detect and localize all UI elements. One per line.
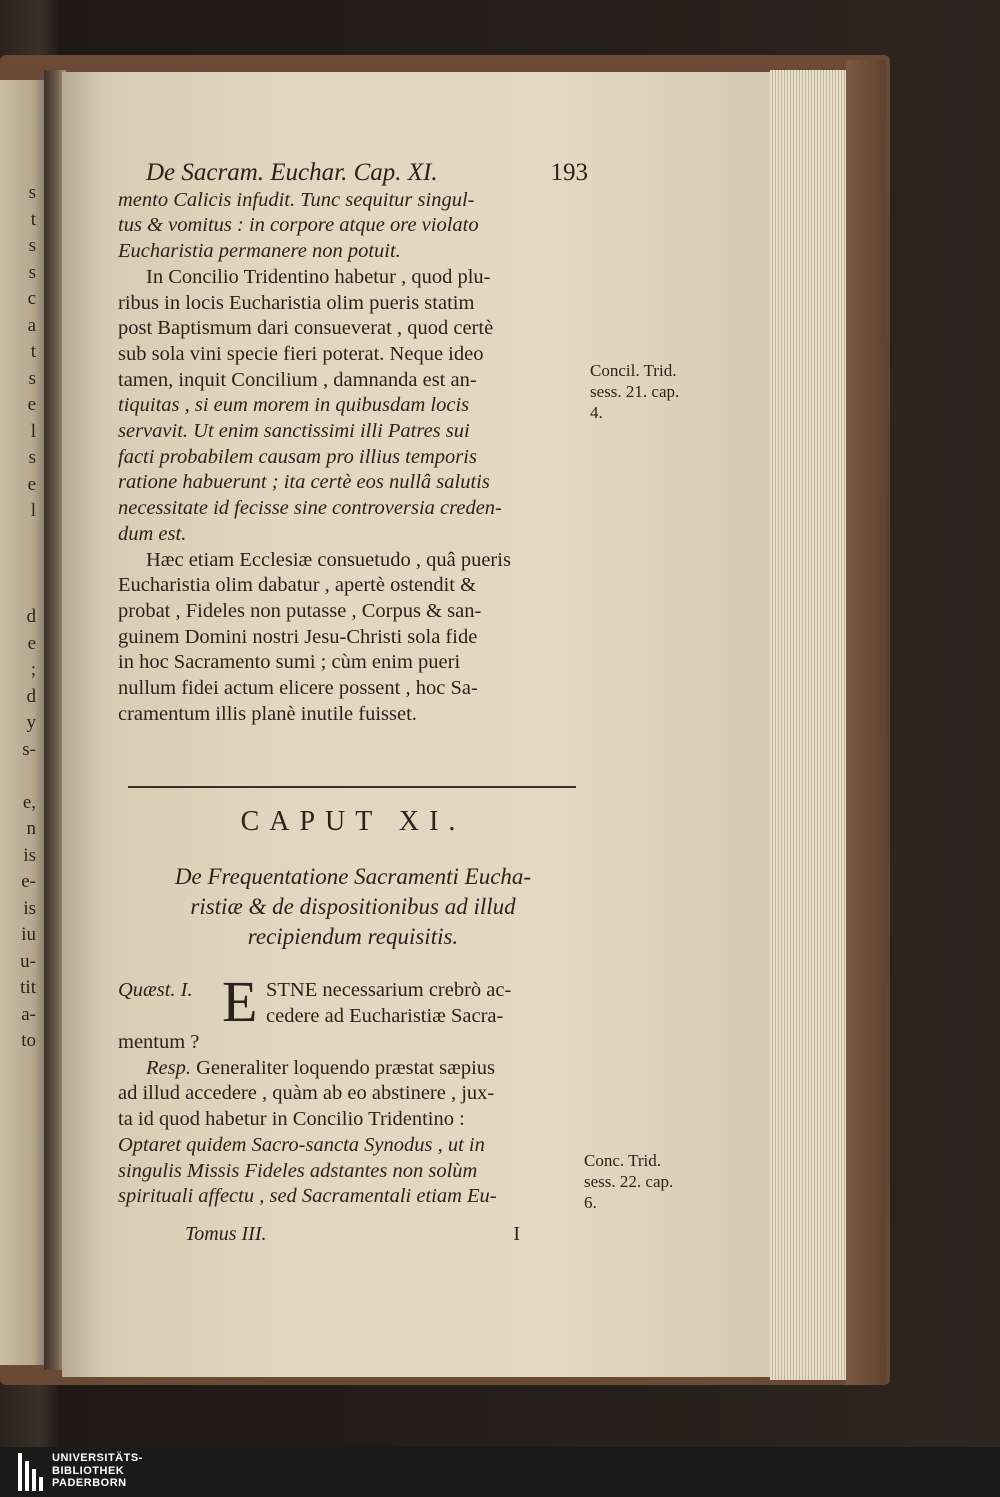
body-line: In Concilio Tridentino habetur , quod plu- — [146, 265, 491, 288]
response-line: Optaret quidem Sacro-sancta Synodus , ut in — [118, 1133, 485, 1156]
response-line: singulis Missis Fideles adstantes non solùm — [118, 1159, 478, 1182]
left-page-fragment: d — [26, 606, 36, 627]
body-line: necessitate id fecisse sine controversia creden- — [118, 497, 502, 520]
page-edges — [770, 70, 850, 1380]
margin-note-line: Conc. Trid. — [584, 1151, 661, 1170]
library-logo-icon — [18, 1453, 44, 1491]
left-page-fragment: s — [28, 235, 36, 256]
body-line: tus & vomitus : in corpore atque ore violato — [118, 214, 479, 237]
library-name-line: BIBLIOTHEK — [52, 1464, 125, 1477]
left-page-fragment: tit — [20, 977, 36, 998]
left-page-fragment: s — [28, 447, 36, 468]
left-page-fragment: ; — [30, 659, 36, 680]
subtitle-line: De Frequentatione Sacramenti Eucha- — [174, 864, 532, 889]
margin-note-line: sess. 21. cap. — [590, 382, 680, 401]
left-page-fragment: l — [30, 420, 36, 442]
body-line: Eucharistia olim dabatur , apertè ostendit & — [118, 574, 477, 597]
question-block — [118, 969, 588, 1210]
left-page-fragment: e — [27, 394, 36, 415]
section-rule — [128, 786, 576, 788]
body-line: facti probabilem causam pro illius temporis — [118, 445, 477, 468]
margin-note-2 — [584, 1150, 673, 1213]
library-banner — [0, 1447, 1000, 1497]
left-page-fragment: a- — [21, 1003, 36, 1025]
body-line: post Baptismum dari consueverat , quod certè — [118, 317, 494, 340]
response-line: Generaliter loquendo præstat sæpius — [196, 1056, 496, 1079]
body-line: sub sola vini specie fieri poterat. Neque ideo — [118, 342, 484, 365]
left-page-fragment: c — [27, 288, 36, 309]
subtitle-line: recipiendum requisitis. — [247, 924, 459, 949]
running-header — [118, 160, 588, 186]
body-text — [118, 160, 588, 727]
question-line: mentum ? — [118, 1031, 200, 1053]
margin-note-line: Concil. Trid. — [590, 361, 677, 380]
signature-mark: I — [513, 1223, 520, 1245]
drop-cap: E — [222, 969, 258, 1034]
margin-note-1 — [590, 360, 679, 423]
body-line: tamen, inquit Concilium , damnanda est an- — [118, 368, 477, 391]
body-line: probat , Fideles non putasse , Corpus & san- — [118, 599, 482, 622]
question-label: Quæst. I. — [118, 979, 193, 1001]
margin-note-line: 6. — [584, 1193, 597, 1212]
margin-note-line: sess. 22. cap. — [584, 1172, 674, 1191]
body-line: cramentum illis planè inutile fuisset. — [118, 702, 417, 725]
left-page-fragment: t — [30, 208, 36, 230]
left-page-fragment: a — [27, 314, 36, 336]
left-page-fragment: e- — [21, 871, 36, 892]
page-number: 193 — [550, 159, 588, 186]
left-page-fragments — [0, 180, 40, 1055]
body-line: dum est. — [118, 522, 187, 545]
cover-edge — [846, 60, 886, 1385]
body-line: ribus in locis Eucharistia olim pueris statim — [118, 291, 475, 314]
left-page-fragment: e, — [22, 791, 36, 813]
left-page-fragment: t — [30, 341, 36, 362]
left-page-fragment: is — [23, 897, 36, 919]
left-page-fragment — [0, 578, 40, 605]
body-line: ratione habuerunt ; ita certè eos nullâ salutis — [118, 471, 490, 494]
body-line: in hoc Sacramento sumi ; cùm enim pueri — [118, 651, 461, 674]
left-page-fragment: s — [28, 367, 36, 389]
left-page-fragment: l — [30, 500, 36, 521]
library-name-line: UNIVERSITÄTS- — [52, 1452, 143, 1464]
left-page-fragment: s — [28, 182, 36, 203]
question-line: STNE necessarium crebrò ac- — [266, 979, 512, 1001]
left-page-fragment: to — [21, 1030, 36, 1051]
left-page-fragment: d — [26, 685, 36, 707]
left-page-fragment: n — [26, 818, 36, 839]
left-page-fragment: y — [26, 712, 36, 733]
volume-label: Tomus III. — [185, 1223, 267, 1245]
left-page-fragment: s — [28, 261, 36, 283]
response-label: Resp. — [146, 1056, 191, 1079]
chapter-subtitle — [118, 862, 588, 952]
body-line: mento Calicis infudit. Tunc sequitur singul- — [118, 188, 475, 211]
left-page-fragment: is — [23, 844, 36, 866]
response-line: ad illud accedere , quàm ab eo abstinere , jux- — [118, 1082, 495, 1105]
body-line: tiquitas , si eum morem in quibusdam locis — [118, 394, 470, 417]
body-line: servavit. Ut enim sanctissimi illi Patres sui — [118, 420, 470, 443]
left-page-fragment: u- — [20, 950, 36, 972]
question-line: cedere ad Eucharistiæ Sacra- — [266, 1004, 504, 1027]
left-page-fragment: e — [27, 632, 36, 654]
left-page-fragment: s- — [22, 738, 36, 760]
margin-note-line: 4. — [590, 403, 603, 422]
library-name — [52, 1452, 143, 1490]
body-line: Eucharistia permanere non potuit. — [118, 240, 401, 263]
left-page-fragment: e — [27, 473, 36, 495]
left-page-fragment — [0, 525, 40, 552]
left-page-fragment — [0, 551, 40, 578]
subtitle-line: ristiæ & de dispositionibus ad illud — [190, 894, 516, 919]
body-line: guinem Domini nostri Jesu-Christi sola fide — [118, 625, 478, 648]
library-name-line: PADERBORN — [52, 1477, 127, 1489]
left-page-fragment — [0, 763, 40, 790]
response-line: ta id quod habetur in Concilio Tridentino : — [118, 1108, 465, 1131]
page-footer — [185, 1223, 520, 1246]
running-title: De Sacram. Euchar. Cap. XI. — [146, 159, 438, 186]
chapter-heading: CAPUT XI. — [240, 806, 466, 837]
left-page-fragment: iu — [21, 924, 36, 945]
body-line: nullum fidei actum elicere possent , hoc Sa- — [118, 677, 478, 700]
response-line: spirituali affectu , sed Sacramentali etiam Eu- — [118, 1185, 497, 1208]
body-line: Hæc etiam Ecclesiæ consuetudo , quâ pueris — [146, 548, 511, 571]
